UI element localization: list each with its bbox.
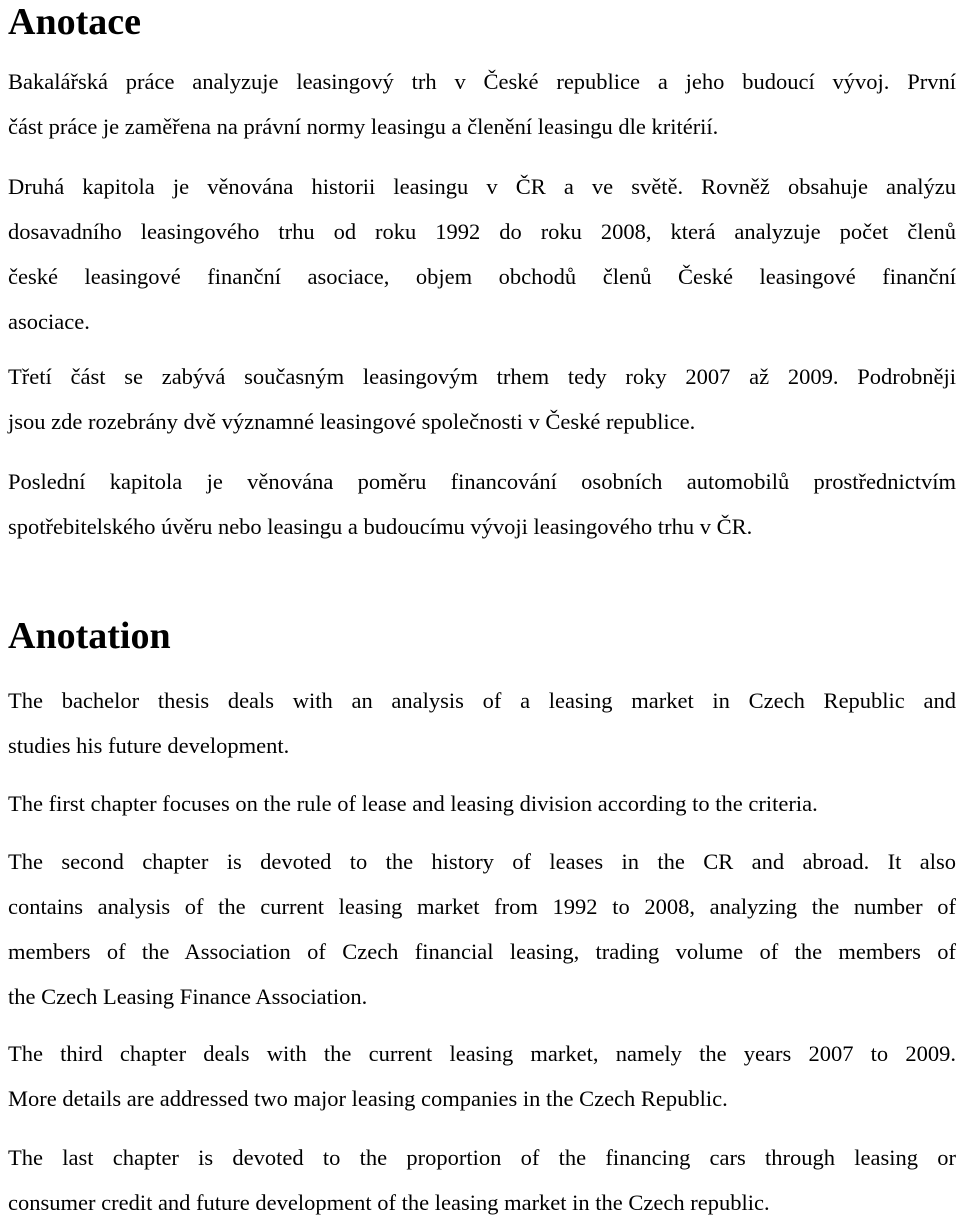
text-line: The last chapter is devoted to the proportion of the financing cars through leasing or [8, 1145, 956, 1170]
czech-paragraph-3 [8, 354, 956, 444]
text-line: Druhá kapitola je věnována historii leasingu v ČR a ve světě. Rovněž obsahuje analýzu [8, 174, 956, 199]
text-line: studies his future development. [8, 733, 290, 758]
text-line: More details are addressed two major leasing companies in the Czech Republic. [8, 1086, 728, 1111]
text-line: české leasingové finanční asociace, objem obchodů členů České leasingové finanční [8, 264, 956, 289]
text-line: spotřebitelského úvěru nebo leasingu a budoucímu vývoji leasingového trhu v ČR. [8, 514, 753, 539]
text-line: The second chapter is devoted to the history of leases in the CR and abroad. It also [8, 849, 956, 874]
text-line: část práce je zaměřena na právní normy leasingu a členění leasingu dle kritérií. [8, 114, 719, 139]
czech-heading: Anotace [8, 1, 141, 43]
english-paragraph-2 [8, 781, 956, 826]
english-paragraph-4 [8, 1031, 956, 1121]
czech-paragraph-2 [8, 164, 956, 344]
text-line: contains analysis of the current leasing market from 1992 to 2008, analyzing the number of [8, 894, 956, 919]
text-line: Bakalářská práce analyzuje leasingový trh v České republice a jeho budoucí vývoj. První [8, 69, 956, 94]
text-line: jsou zde rozebrány dvě významné leasingové společnosti v České republice. [8, 409, 696, 434]
english-heading: Anotation [8, 615, 171, 657]
text-line: consumer credit and future development of the leasing market in the Czech republic. [8, 1190, 770, 1215]
text-line: The third chapter deals with the current leasing market, namely the years 2007 to 2009. [8, 1041, 956, 1066]
text-line: members of the Association of Czech financial leasing, trading volume of the members of [8, 939, 956, 964]
czech-paragraph-4 [8, 459, 956, 549]
czech-paragraph-1 [8, 59, 956, 149]
text-line: dosavadního leasingového trhu od roku 1992 do roku 2008, která analyzuje počet členů [8, 219, 956, 244]
english-paragraph-1 [8, 678, 956, 768]
text-line: asociace. [8, 309, 90, 334]
english-paragraph-3 [8, 839, 956, 1019]
text-line: The first chapter focuses on the rule of lease and leasing division according to the criteria. [8, 791, 818, 816]
text-line: the Czech Leasing Finance Association. [8, 984, 368, 1009]
english-paragraph-5 [8, 1135, 956, 1225]
text-line: The bachelor thesis deals with an analysis of a leasing market in Czech Republic and [8, 688, 956, 713]
text-line: Poslední kapitola je věnována poměru financování osobních automobilů prostřednictvím [8, 469, 956, 494]
text-line: Třetí část se zabývá současným leasingovým trhem tedy roky 2007 až 2009. Podrobněji [8, 364, 956, 389]
